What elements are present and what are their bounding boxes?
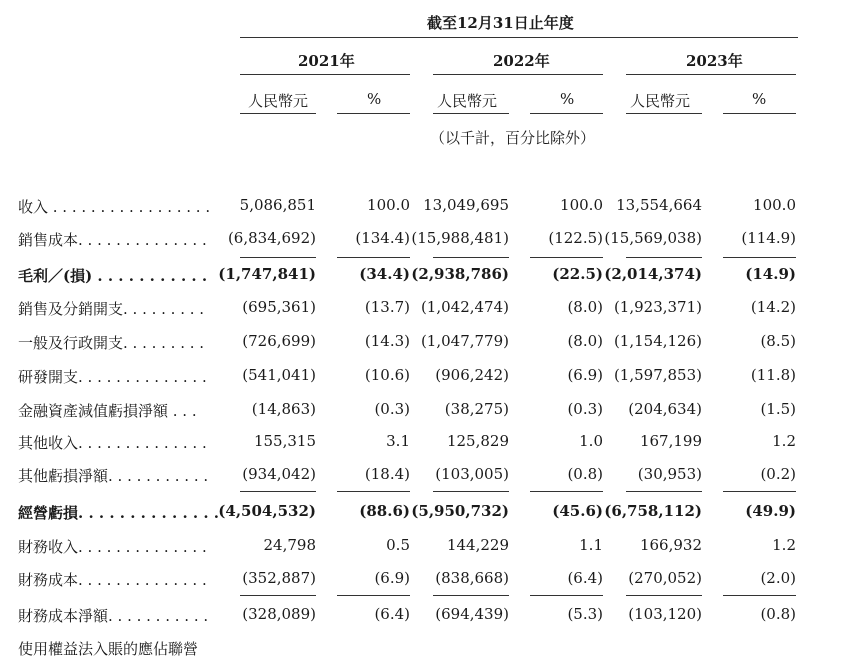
cell-pct-2022: (5.3) [567,605,603,623]
subtotal-rule [626,491,702,492]
subtotal-rule [433,491,509,492]
period-underline [240,37,798,38]
cell-pct-2023: (14.9) [745,265,796,283]
cell-amount-2022: (38,275) [444,400,509,418]
cell-amount-2023: (15,569,038) [604,229,702,247]
cell-pct-2021: (34.4) [359,265,410,283]
subtotal-rule [337,491,410,492]
cell-pct-2022: (6.9) [567,366,603,384]
cell-amount-2022: (838,668) [435,569,509,587]
cell-amount-2023: (30,953) [637,465,702,483]
cell-amount-2021: (14,863) [251,400,316,418]
cell-amount-2023: (270,052) [628,569,702,587]
subtotal-rule [337,595,410,596]
subtotal-rule [530,257,603,258]
unit-currency-2022: 人民幣元 [437,92,498,110]
year-2021-underline [240,74,410,75]
cell-pct-2021: 3.1 [386,432,410,450]
period-heading: 截至12月31日止年度 [427,14,574,32]
cell-pct-2021: (134.4) [355,229,410,247]
row-label: 財務成本淨額. . . . . . . . . . . [18,607,209,625]
cell-pct-2022: (0.8) [567,465,603,483]
cell-pct-2021: (14.3) [364,332,410,350]
cell-pct-2022: (0.3) [567,400,603,418]
unit-percent-2022: % [560,90,575,108]
cell-pct-2021: 0.5 [386,536,410,554]
cell-amount-2021: 5,086,851 [239,196,316,214]
cell-amount-2021: (4,504,532) [218,502,316,520]
cell-pct-2022: 100.0 [560,196,603,214]
cell-pct-2021: (13.7) [364,298,410,316]
cell-amount-2022: (906,242) [435,366,509,384]
subtotal-rule [240,595,316,596]
cell-pct-2023: (0.2) [760,465,796,483]
unit-percent-2023: % [752,90,767,108]
cell-amount-2022: (1,042,474) [420,298,509,316]
cell-amount-2021: (6,834,692) [227,229,316,247]
cell-amount-2021: (695,361) [242,298,316,316]
row-label: 財務收入. . . . . . . . . . . . . . [18,538,207,556]
subtotal-rule [530,491,603,492]
cell-pct-2022: (122.5) [548,229,603,247]
cell-amount-2023: (2,014,374) [604,265,702,283]
cell-pct-2022: 1.0 [579,432,603,450]
cell-pct-2022: (8.0) [567,298,603,316]
cell-pct-2021: 100.0 [367,196,410,214]
cell-pct-2023: (2.0) [760,569,796,587]
cell-pct-2022: (45.6) [552,502,603,520]
cell-pct-2021: (6.4) [374,605,410,623]
unit-currency-2021: 人民幣元 [248,92,309,110]
cell-pct-2022: (6.4) [567,569,603,587]
year-2022-underline [433,74,603,75]
cell-amount-2021: (352,887) [242,569,316,587]
subtotal-rule [337,257,410,258]
unit-percent-2021: % [367,90,382,108]
unit-underline [723,113,796,114]
unit-underline [337,113,410,114]
cell-amount-2023: (1,923,371) [613,298,702,316]
row-label: 其他收入. . . . . . . . . . . . . . [18,434,207,452]
cell-amount-2023: (103,120) [628,605,702,623]
year-2023-underline [626,74,796,75]
cell-pct-2023: (114.9) [741,229,796,247]
cell-amount-2023: (1,154,126) [613,332,702,350]
units-note: （以千計，百分比除外） [430,129,596,147]
cell-pct-2022: (22.5) [552,265,603,283]
cell-pct-2021: (88.6) [359,502,410,520]
row-label: 一般及行政開支. . . . . . . . . [18,334,205,352]
subtotal-rule [626,257,702,258]
cell-amount-2022: (5,950,732) [411,502,509,520]
row-label: 銷售及分銷開支. . . . . . . . . [18,300,205,318]
cell-amount-2022: (2,938,786) [411,265,509,283]
cell-pct-2022: (8.0) [567,332,603,350]
cell-amount-2021: 155,315 [253,432,316,450]
cell-amount-2021: (541,041) [242,366,316,384]
row-label: 收入 . . . . . . . . . . . . . . . . . [18,198,211,216]
cell-amount-2021: (328,089) [242,605,316,623]
cell-amount-2022: (1,047,779) [420,332,509,350]
row-label: 銷售成本. . . . . . . . . . . . . . [18,231,207,249]
cell-amount-2023: (6,758,112) [604,502,702,520]
subtotal-rule [626,595,702,596]
unit-underline [626,113,702,114]
cell-amount-2023: (204,634) [628,400,702,418]
subtotal-rule [433,257,509,258]
cell-amount-2023: 13,554,664 [616,196,702,214]
row-label: 毛利／(損) . . . . . . . . . . . [18,267,208,285]
cell-amount-2023: 167,199 [639,432,702,450]
cell-amount-2022: 144,229 [446,536,509,554]
row-label: 其他虧損淨額. . . . . . . . . . . [18,467,209,485]
cell-pct-2023: (11.8) [750,366,796,384]
unit-underline [530,113,603,114]
cell-amount-2023: (1,597,853) [613,366,702,384]
unit-underline [240,113,316,114]
subtotal-rule [723,491,796,492]
cell-pct-2023: (8.5) [760,332,796,350]
unit-currency-2023: 人民幣元 [630,92,691,110]
row-label: 研發開支. . . . . . . . . . . . . . [18,368,207,386]
cell-pct-2023: 100.0 [753,196,796,214]
unit-underline [433,113,509,114]
cell-amount-2022: 13,049,695 [423,196,509,214]
row-label: 使用權益法入賬的應佔聯營 [18,640,199,658]
cell-amount-2021: (726,699) [242,332,316,350]
year-2022: 2022年 [493,52,550,70]
cell-pct-2023: (0.8) [760,605,796,623]
cell-amount-2021: (934,042) [242,465,316,483]
cell-amount-2022: (103,005) [435,465,509,483]
subtotal-rule [240,257,316,258]
row-label: 經營虧損. . . . . . . . . . . . . . [18,504,219,522]
year-2021: 2021年 [298,52,355,70]
cell-amount-2021: 24,798 [263,536,316,554]
subtotal-rule [240,491,316,492]
row-label: 金融資產減值虧損淨額 . . . [18,402,197,420]
cell-amount-2022: (694,439) [435,605,509,623]
cell-pct-2023: (1.5) [760,400,796,418]
cell-pct-2023: 1.2 [772,536,796,554]
cell-pct-2021: (0.3) [374,400,410,418]
cell-pct-2021: (10.6) [364,366,410,384]
cell-pct-2021: (18.4) [364,465,410,483]
subtotal-rule [723,595,796,596]
cell-pct-2023: (14.2) [750,298,796,316]
cell-pct-2023: 1.2 [772,432,796,450]
subtotal-rule [530,595,603,596]
cell-amount-2023: 166,932 [639,536,702,554]
cell-pct-2023: (49.9) [745,502,796,520]
cell-pct-2021: (6.9) [374,569,410,587]
cell-pct-2022: 1.1 [579,536,603,554]
subtotal-rule [433,595,509,596]
cell-amount-2022: 125,829 [446,432,509,450]
year-2023: 2023年 [686,52,743,70]
row-label: 財務成本. . . . . . . . . . . . . . [18,571,207,589]
cell-amount-2022: (15,988,481) [411,229,509,247]
subtotal-rule [723,257,796,258]
cell-amount-2021: (1,747,841) [218,265,316,283]
